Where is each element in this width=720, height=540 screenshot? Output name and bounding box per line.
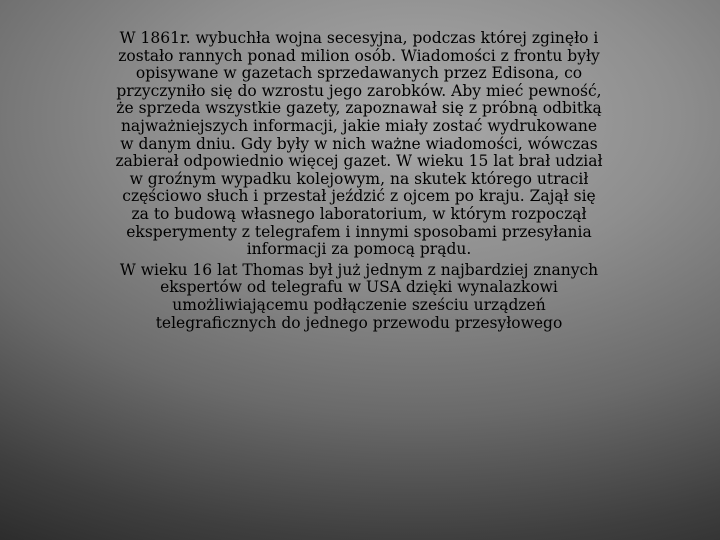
paragraph-civil-war: W 1861r. wybuchła wojna secesyjna, podczas której zginęło i zostało rannych ponad milion osób. Wiadomości z frontu były opisywane w gazetach sprzedawanych przez Edisona, co przyczyniło się do wzrostu jego zarobków. Aby mieć pewność, że sprzeda wszystkie gazety, zapoznawał się z próbną odbitką najważniejszych informacji, jakie miały zostać wydrukowane w danym dniu. Gdy były w nich ważne wiadomości, wówczas zabierał odpowiednio więcej gazet. W wieku 15 lat brał udział w groźnym wypadku kolejowym, na skutek którego utracił częściowo słuch i przestał jeździć z ojcem po kraju. Zajął się za to budową własnego laboratorium, w którym rozpoczął eksperymenty z telegrafem i innymi sposobami przesyłania informacji za pomocą prądu. — [115, 29, 603, 259]
paragraph-telegraph-expert: W wieku 16 lat Thomas był już jednym z najbardziej znanych ekspertów od telegrafu w USA dzięki wynalazkowi umożliwiającemu podłączenie sześciu urządzeń telegraficznych do jednego przewodu przesyłowego — [119, 260, 599, 332]
slide-body-text — [112, 30, 606, 332]
